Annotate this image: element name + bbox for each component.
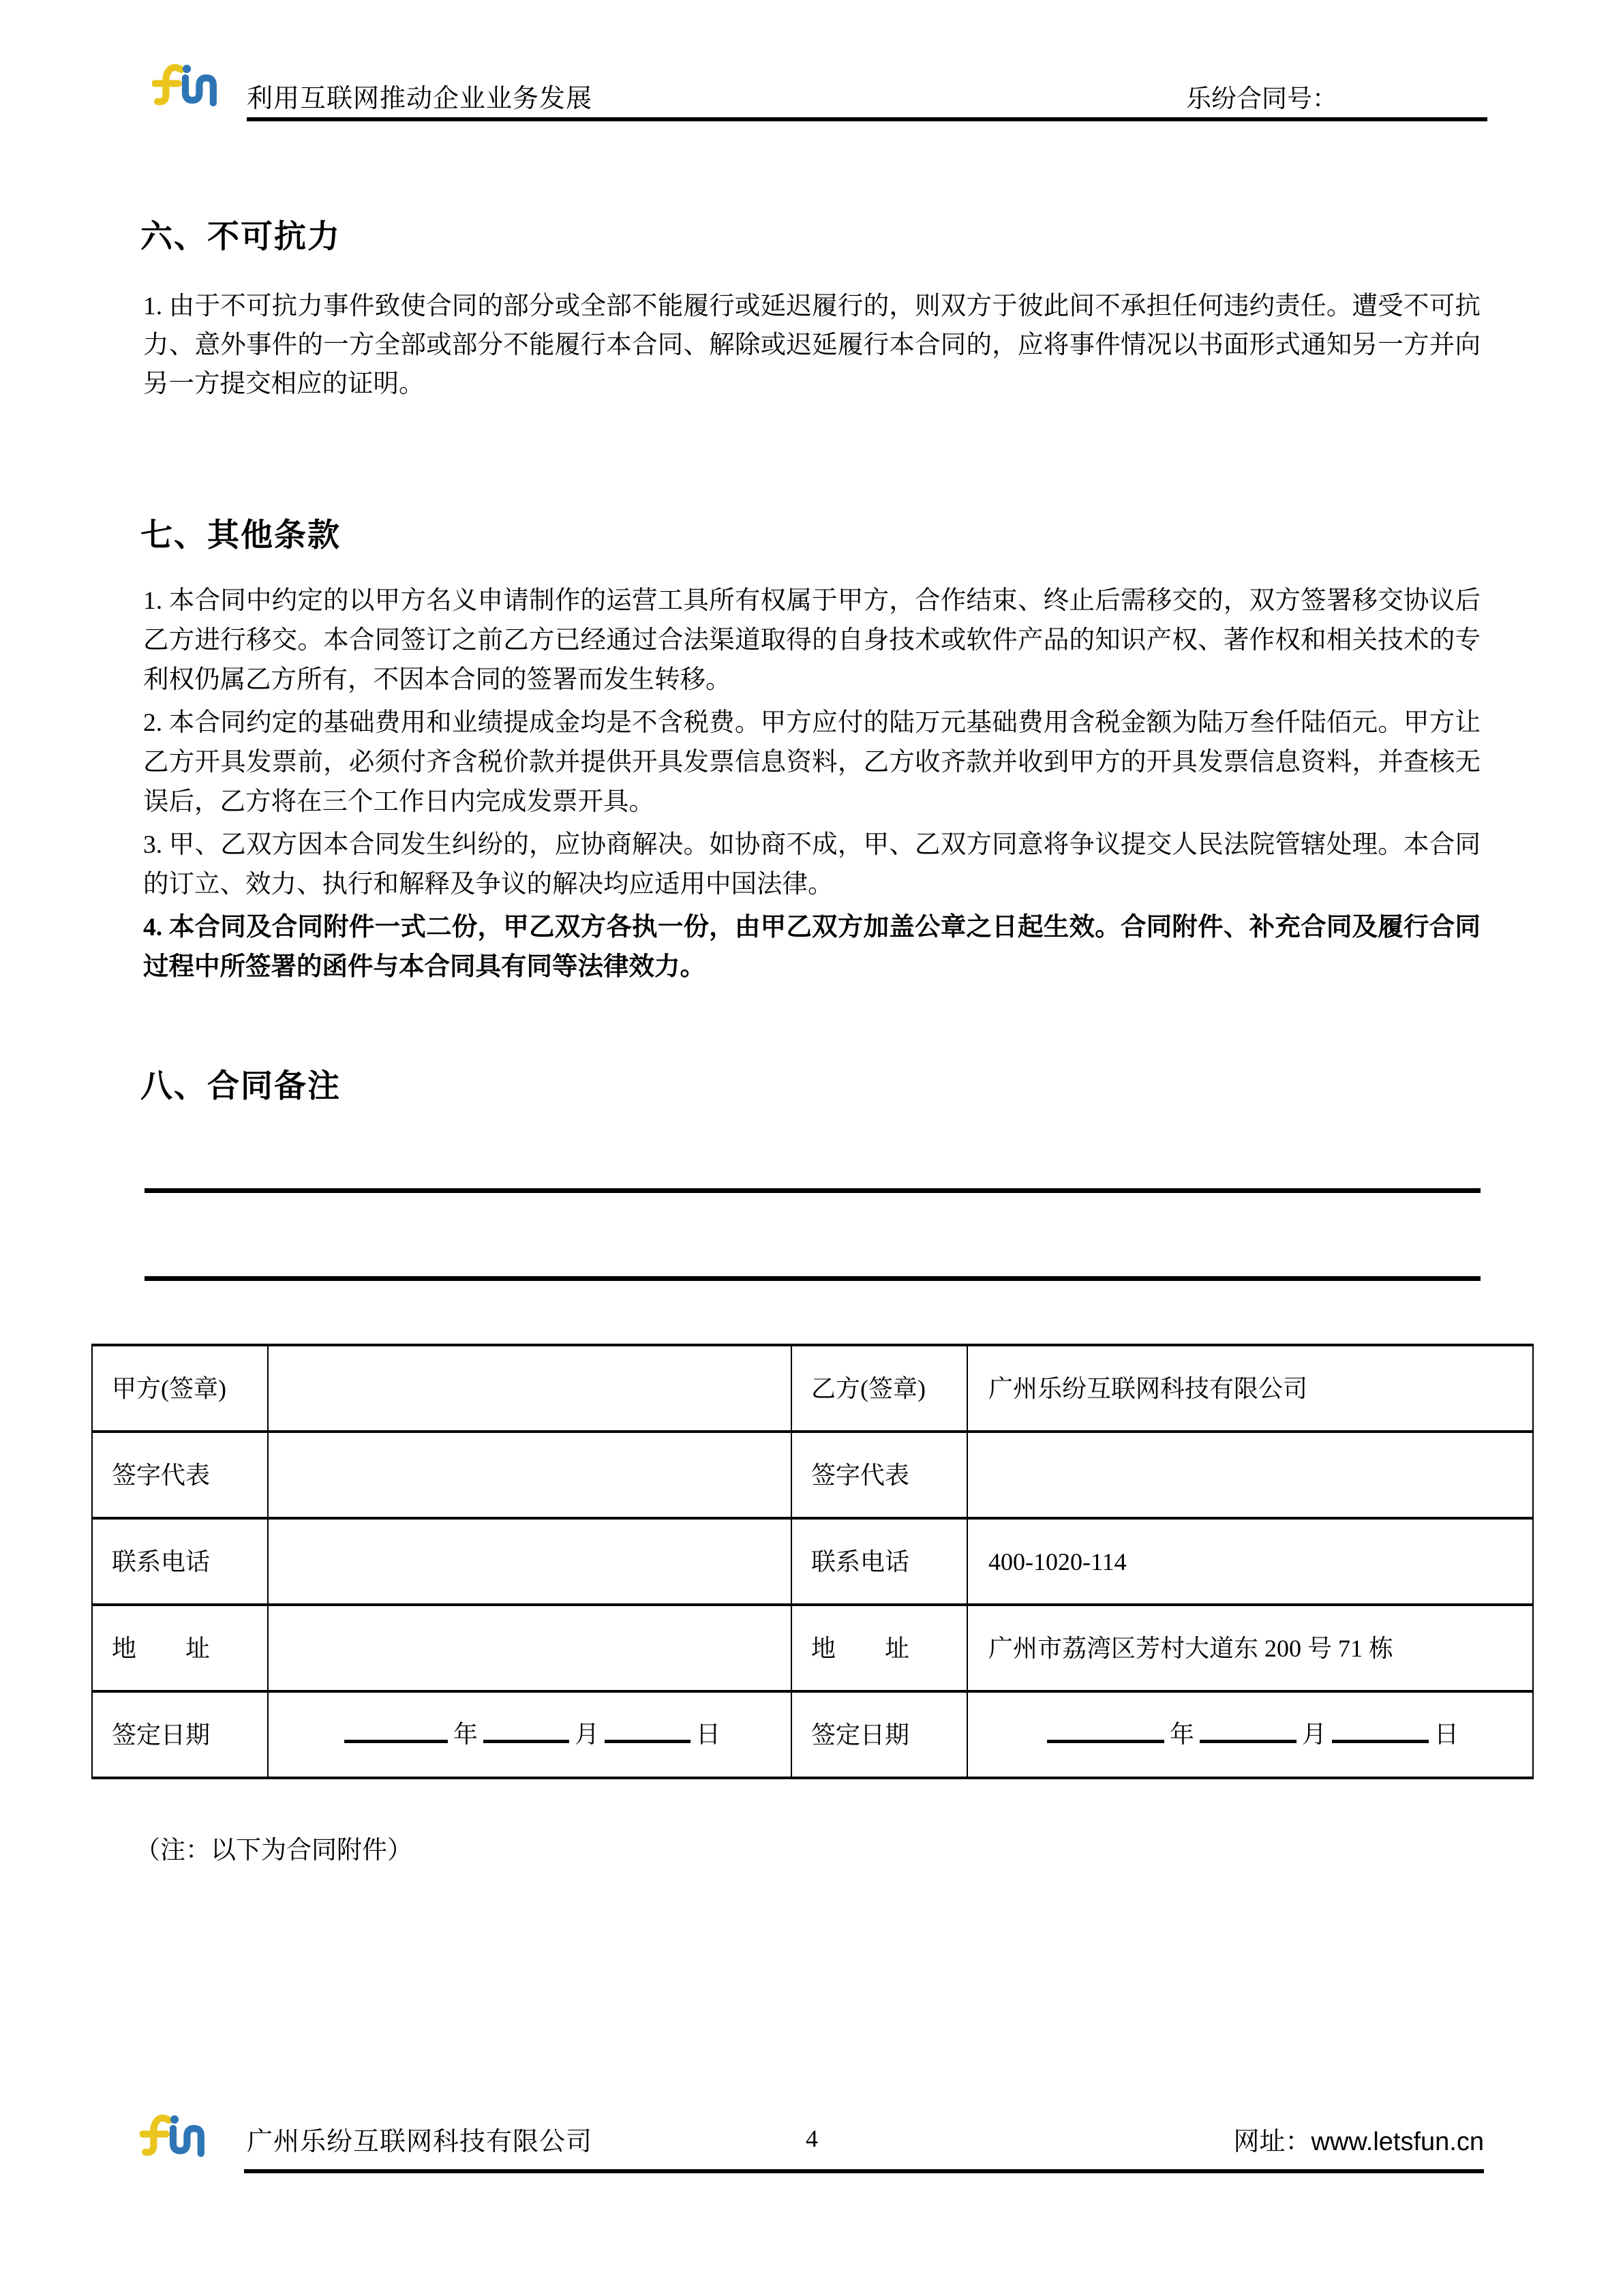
- party-b-date-value: [967, 1691, 1533, 1778]
- section-8-title: 八、合同备注: [140, 1068, 341, 1104]
- day-unit: 日: [696, 1721, 721, 1749]
- party-a-date-label: 签定日期: [92, 1691, 268, 1778]
- party-b-address-value: 广州市荔湾区芳村大道东 200 号 71 栋: [967, 1605, 1533, 1691]
- party-a-date-value: [268, 1691, 791, 1778]
- section-7-title: 七、其他条款: [140, 517, 341, 553]
- section-6-title: 六、不可抗力: [140, 218, 341, 254]
- year-unit: 年: [453, 1721, 478, 1749]
- header-slogan: 利用互联网推动企业业务发展: [247, 85, 593, 113]
- day-unit: 日: [1434, 1721, 1459, 1749]
- contract-number-label: 乐纷合同号：: [1186, 85, 1337, 112]
- party-b-rep-value: [967, 1432, 1533, 1518]
- footer-company-name: 广州乐纷互联网科技有限公司: [247, 2128, 593, 2156]
- month-unit: 月: [1301, 1721, 1326, 1749]
- year-unit: 年: [1169, 1721, 1194, 1749]
- paragraph-bold: 4. 本合同及合同附件一式二份，甲乙双方各执一份，由甲乙双方加盖公章之日起生效。合同附件、补充合同及履行合同过程中所签署的函件与本合同具有同等法律效力。: [143, 913, 1481, 981]
- party-b-seal-label: 乙方(签章): [791, 1345, 967, 1432]
- party-a-seal-label: 甲方(签章): [92, 1345, 268, 1432]
- table-row-sign-date: [92, 1691, 1533, 1778]
- date-blank-day: [605, 1719, 691, 1742]
- party-b-rep-label: 签字代表: [791, 1432, 967, 1518]
- date-blank-month: [483, 1719, 569, 1742]
- table-row-phone: [92, 1518, 1533, 1605]
- footer-rule: [244, 2169, 1484, 2173]
- party-a-phone-label: 联系电话: [92, 1518, 268, 1605]
- party-a-phone-value: [268, 1518, 791, 1605]
- paragraph: 1. 由于不可抗力事件致使合同的部分或全部不能履行或延迟履行的，则双方于彼此间不承担任何违约责任。遭受不可抗力、意外事件的一方全部或部分不能履行本合同、解除或迟延履行本合同的，应将事件情况以书面形式通知另一方并向另一方提交相应的证明。: [143, 292, 1481, 398]
- page-number: 4: [806, 2125, 818, 2152]
- date-blank-year: [344, 1719, 448, 1742]
- party-a-rep-label: 签字代表: [92, 1432, 268, 1518]
- table-row-representative: [92, 1432, 1533, 1518]
- party-a-address-label: 地 址: [92, 1605, 268, 1691]
- paragraph: 1. 本合同中约定的以甲方名义申请制作的运营工具所有权属于甲方，合作结束、终止后需移交的，双方签署移交协议后乙方进行移交。本合同签订之前乙方已经通过合法渠道取得的自身技术或软件产品的知识产权、著作权和相关技术的专利权仍属乙方所有，不因本合同的签署而发生转移。: [143, 587, 1481, 694]
- section-7-body: [143, 581, 1481, 991]
- date-blank-year: [1047, 1719, 1164, 1742]
- section-6-body: [143, 287, 1481, 404]
- party-b-phone-label: 联系电话: [791, 1518, 967, 1605]
- party-b-seal-value: 广州乐纷互联网科技有限公司: [967, 1345, 1533, 1432]
- fun-logo-icon: [152, 63, 220, 108]
- paragraph: 3. 甲、乙双方因本合同发生纠纷的，应协商解决。如协商不成，甲、乙双方同意将争议提交人民法院管辖处理。本合同的订立、效力、执行和解释及争议的解决均应适用中国法律。: [143, 831, 1481, 898]
- party-a-address-value: [268, 1605, 791, 1691]
- date-blank-month: [1200, 1719, 1296, 1742]
- paragraph: 2. 本合同约定的基础费用和业绩提成金均是不含税费。甲方应付的陆万元基础费用含税金额为陆万叁仟陆佰元。甲方让乙方开具发票前，必须付齐含税价款并提供开具发票信息资料，乙方收齐款并收到甲方的开具发票信息资料，并查核无误后，乙方将在三个工作日内完成发票开具。: [143, 709, 1481, 816]
- remark-blank-line-2: [145, 1276, 1481, 1281]
- header-rule: [247, 117, 1487, 121]
- month-unit: 月: [574, 1721, 599, 1749]
- party-b-address-label: 地 址: [791, 1605, 967, 1691]
- party-b-date-label: 签定日期: [791, 1691, 967, 1778]
- attachment-note: （注：以下为合同附件）: [135, 1837, 412, 1864]
- party-a-rep-value: [268, 1432, 791, 1518]
- party-b-phone-value: 400-1020-114: [967, 1518, 1533, 1605]
- footer-website: 网址：www.letsfun.cn: [1233, 2128, 1484, 2156]
- table-row-seal: [92, 1345, 1533, 1432]
- table-row-address: [92, 1605, 1533, 1691]
- remark-blank-line-1: [145, 1188, 1481, 1193]
- party-a-seal-value: [268, 1345, 791, 1432]
- signature-table: [91, 1344, 1534, 1779]
- date-blank-day: [1332, 1719, 1429, 1742]
